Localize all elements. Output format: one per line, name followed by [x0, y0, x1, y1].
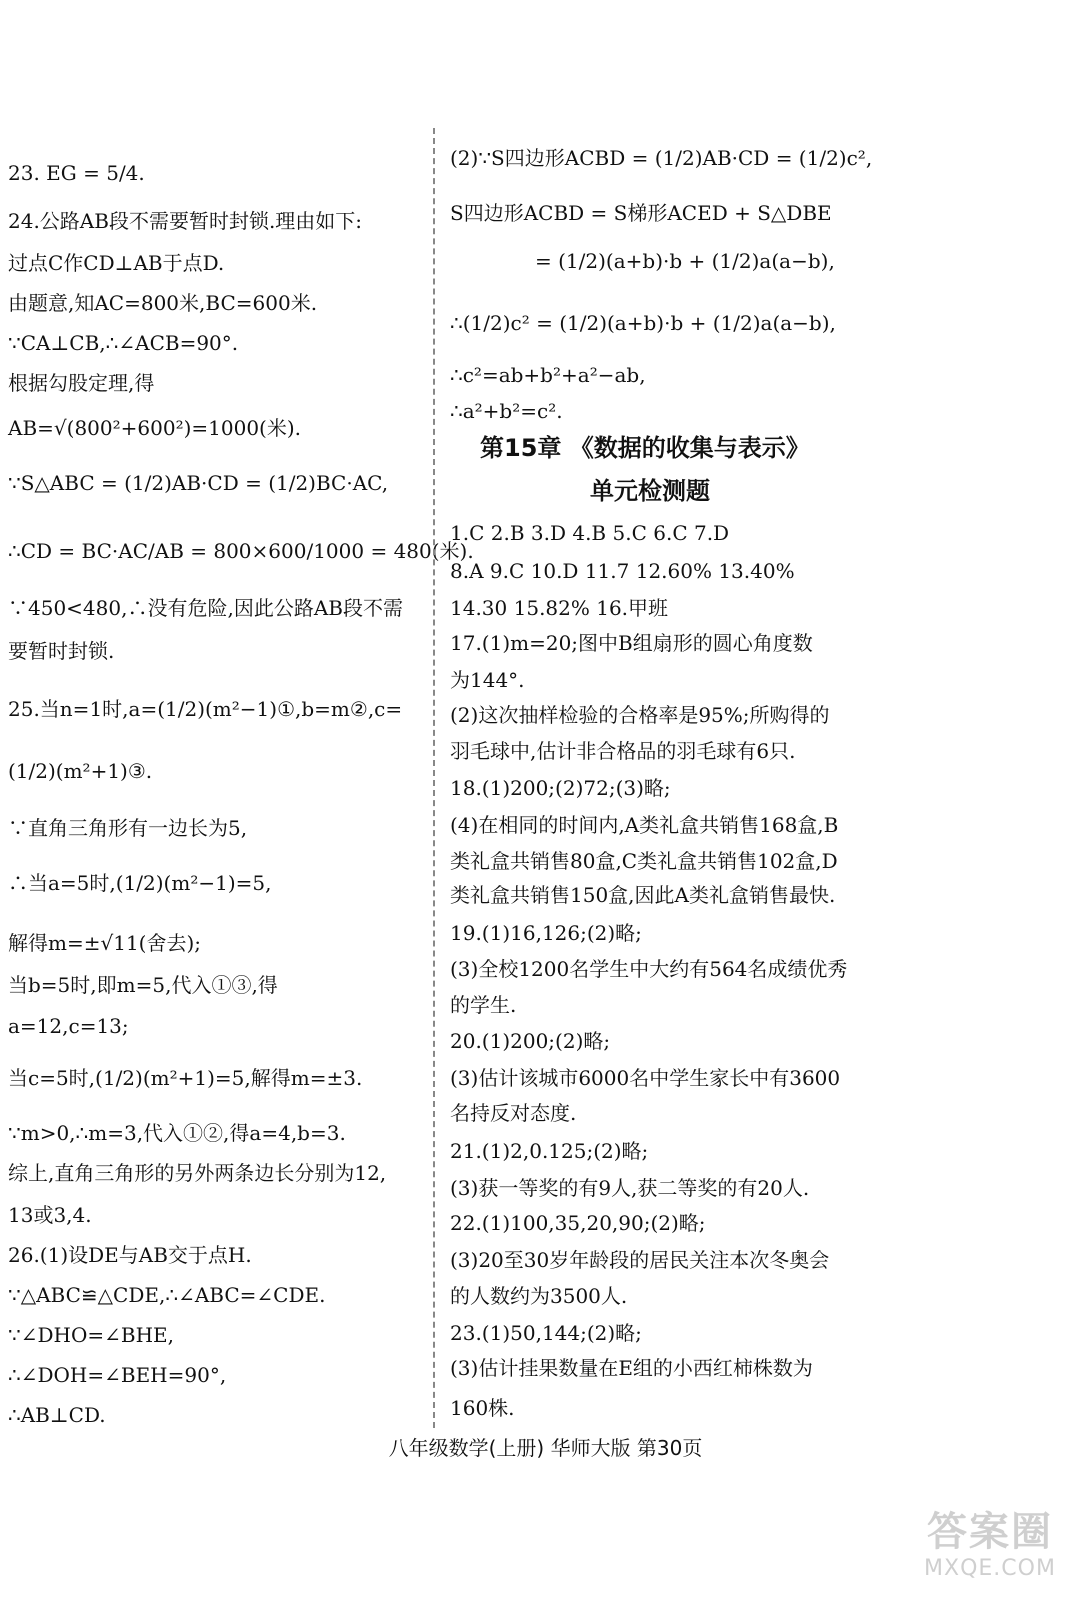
- answer-line: 由题意,知AC=800米,BC=600米.: [8, 291, 318, 315]
- answer-line: = (1/2)(a+b)·b + (1/2)a(a−b),: [535, 249, 835, 273]
- answer-line: 14.30 15.82% 16.甲班: [450, 596, 669, 620]
- answer-line: (2)这次抽样检验的合格率是95%;所购得的: [450, 703, 830, 727]
- answer-line: (3)估计该城市6000名中学生家长中有3600: [450, 1066, 841, 1090]
- answer-line: 20.(1)200;(2)略;: [450, 1029, 611, 1053]
- answer-line: ∴∠DOH=∠BEH=90°,: [8, 1363, 227, 1387]
- answer-line: 25.当n=1时,a=(1/2)(m²−1)①,b=m②,c=: [8, 697, 403, 721]
- answer-line: ∵∠DHO=∠BHE,: [8, 1323, 174, 1347]
- answer-line: 名持反对态度.: [450, 1101, 577, 1125]
- answer-line: 解得m=±√11(舍去);: [8, 931, 202, 955]
- answer-line: 的人数约为3500人.: [450, 1284, 628, 1308]
- answer-line: ∵m>0,∴m=3,代入①②,得a=4,b=3.: [8, 1121, 346, 1145]
- answer-line: 综上,直角三角形的另外两条边长分别为12,: [8, 1161, 387, 1185]
- answer-line: 17.(1)m=20;图中B组扇形的圆心角度数: [450, 631, 813, 655]
- answer-line: (1/2)(m²+1)③.: [8, 759, 153, 783]
- answer-line: ∵CA⊥CB,∴∠ACB=90°.: [8, 331, 239, 355]
- answer-line: 要暂时封锁.: [8, 639, 115, 663]
- answer-line: 类礼盒共销售150盒,因此A类礼盒销售最快.: [450, 883, 836, 907]
- answer-line: 23. EG = 5/4.: [8, 161, 145, 185]
- answer-line: 23.(1)50,144;(2)略;: [450, 1321, 642, 1345]
- answer-line: ∴(1/2)c² = (1/2)(a+b)·b + (1/2)a(a−b),: [450, 311, 836, 335]
- answer-line: (3)获一等奖的有9人,获二等奖的有20人.: [450, 1176, 810, 1200]
- answer-line: a=12,c=13;: [8, 1014, 129, 1038]
- answer-line: (4)在相同的时间内,A类礼盒共销售168盒,B: [450, 813, 839, 837]
- answer-line: (2)∵S四边形ACBD = (1/2)AB·CD = (1/2)c²,: [450, 146, 873, 170]
- answer-line: 为144°.: [450, 668, 525, 692]
- answer-line: 类礼盒共销售80盒,C类礼盒共销售102盒,D: [450, 849, 838, 873]
- answer-line: 羽毛球中,估计非合格品的羽毛球有6只.: [450, 739, 796, 763]
- answer-line: 8.A 9.C 10.D 11.7 12.60% 13.40%: [450, 559, 795, 583]
- answer-line: 1.C 2.B 3.D 4.B 5.C 6.C 7.D: [450, 521, 730, 545]
- answer-line: ∵S△ABC = (1/2)AB·CD = (1/2)BC·AC,: [8, 471, 389, 495]
- watermark-url: MXQE.COM: [924, 1556, 1056, 1581]
- column-divider: [433, 128, 435, 1428]
- watermark-logo: [895, 1508, 1085, 1592]
- answer-line: 过点C作CD⊥AB于点D.: [8, 251, 225, 275]
- answer-line: 160株.: [450, 1396, 515, 1420]
- answer-line: (3)20至30岁年龄段的居民关注本次冬奥会: [450, 1248, 830, 1272]
- page-footer: 八年级数学(上册) 华师大版 第30页: [388, 1436, 703, 1460]
- answer-line: ∴AB⊥CD.: [8, 1403, 106, 1427]
- answer-line: 21.(1)2,0.125;(2)略;: [450, 1139, 649, 1163]
- answer-line: 22.(1)100,35,20,90;(2)略;: [450, 1211, 706, 1235]
- answer-line: 26.(1)设DE与AB交于点H.: [8, 1243, 252, 1267]
- answer-line: 当c=5时,(1/2)(m²+1)=5,解得m=±3.: [8, 1066, 363, 1090]
- answer-line: AB=√(800²+600²)=1000(米).: [8, 416, 302, 440]
- answer-line: ∴a²+b²=c².: [450, 399, 563, 423]
- answer-line: ∵△ABC≌△CDE,∴∠ABC=∠CDE.: [8, 1283, 326, 1307]
- section-title: 单元检测题: [590, 477, 710, 505]
- answer-line: (3)估计挂果数量在E组的小西红柿株数为: [450, 1356, 813, 1380]
- answer-line: ∵直角三角形有一边长为5,: [8, 816, 248, 840]
- answer-line: 19.(1)16,126;(2)略;: [450, 921, 642, 945]
- answer-line: 的学生.: [450, 993, 517, 1017]
- chapter-title: 第15章 《数据的收集与表示》: [480, 434, 810, 462]
- answer-line: ∴CD = BC·AC/AB = 800×600/1000 = 480(米).: [8, 539, 474, 563]
- answer-line: (3)全校1200名学生中大约有564名成绩优秀: [450, 957, 848, 981]
- answer-line: 13或3,4.: [8, 1203, 92, 1227]
- answer-line: 根据勾股定理,得: [8, 371, 155, 395]
- answer-line: S四边形ACBD = S梯形ACED + S△DBE: [450, 201, 832, 225]
- answer-line: ∴c²=ab+b²+a²−ab,: [450, 363, 646, 387]
- answer-line: 18.(1)200;(2)72;(3)略;: [450, 776, 671, 800]
- answer-line: ∵450<480,∴没有危险,因此公路AB段不需: [8, 596, 403, 620]
- answer-line: 24.公路AB段不需要暂时封锁.理由如下:: [8, 209, 363, 233]
- answer-line: 当b=5时,即m=5,代入①③,得: [8, 973, 278, 997]
- answer-line: ∴当a=5时,(1/2)(m²−1)=5,: [8, 871, 272, 895]
- watermark-text: 答案圈: [927, 1509, 1053, 1555]
